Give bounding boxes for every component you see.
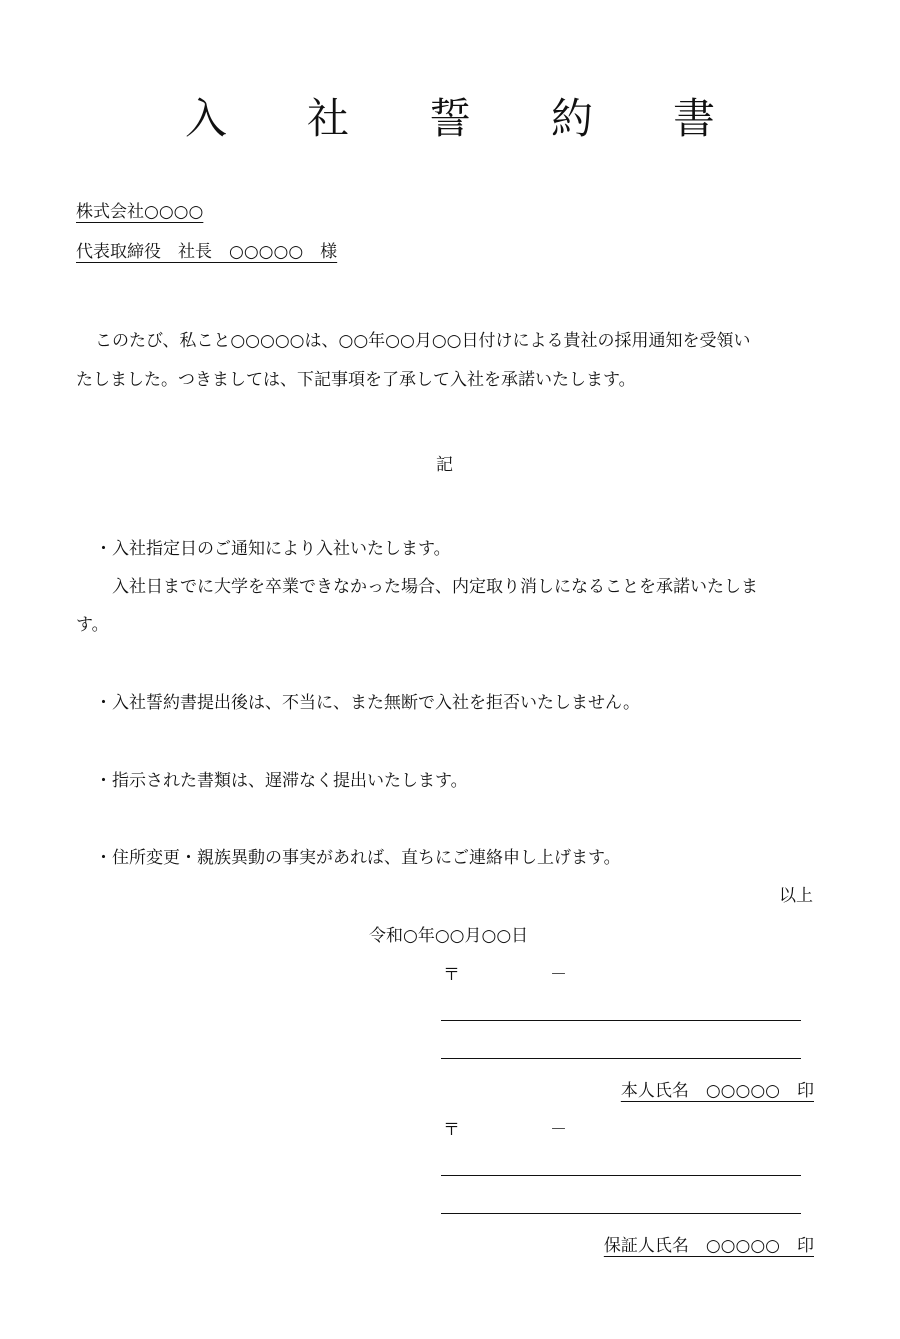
signer-address-line-2 (441, 1058, 801, 1059)
guarantor-address-line-1 (441, 1175, 801, 1176)
item-1-note-line-2: す。 (76, 615, 109, 635)
item-1-note-line-1: 入社日までに大学を卒業できなかった場合、内定取り消しになることを承諾いたしま (112, 577, 758, 597)
intro-line-1: このたび、私こと○○○○○は、○○年○○月○○日付けによる貴社の採用通知を受領い (95, 331, 751, 351)
addressee-company: 株式会社○○○○ (76, 202, 204, 222)
signer-postal-dash: － (550, 965, 567, 985)
item-1: ・入社指定日のご通知により入社いたします。 (95, 539, 451, 559)
document-title: 入社誓約書 (184, 94, 795, 143)
item-3: ・指示された書類は、遅滞なく提出いたします。 (95, 771, 468, 791)
signer-postal-mark: 〒 (443, 965, 460, 985)
guarantor-postal-mark: 〒 (443, 1120, 460, 1140)
signer-name-line: 本人氏名 ○○○○○ 印 (620, 1081, 814, 1101)
guarantor-name-line: 保証人氏名 ○○○○○ 印 (603, 1236, 814, 1256)
addressee-representative: 代表取締役 社長 ○○○○○ 様 (76, 242, 338, 262)
ki-heading: 記 (436, 455, 453, 475)
signer-address-line-1 (441, 1020, 801, 1021)
signing-date: 令和○年○○月○○日 (369, 926, 529, 946)
guarantor-address-line-2 (441, 1213, 801, 1214)
ijo-closing: 以上 (779, 886, 813, 906)
guarantor-postal-dash: － (550, 1120, 567, 1140)
item-4: ・住所変更・親族異動の事実があれば、直ちにご連絡申し上げます。 (95, 848, 621, 868)
intro-line-2: たしました。つきましては、下記事項を了承して入社を承諾いたします。 (76, 370, 636, 390)
item-2: ・入社誓約書提出後は、不当に、また無断で入社を拒否いたしません。 (95, 693, 641, 713)
